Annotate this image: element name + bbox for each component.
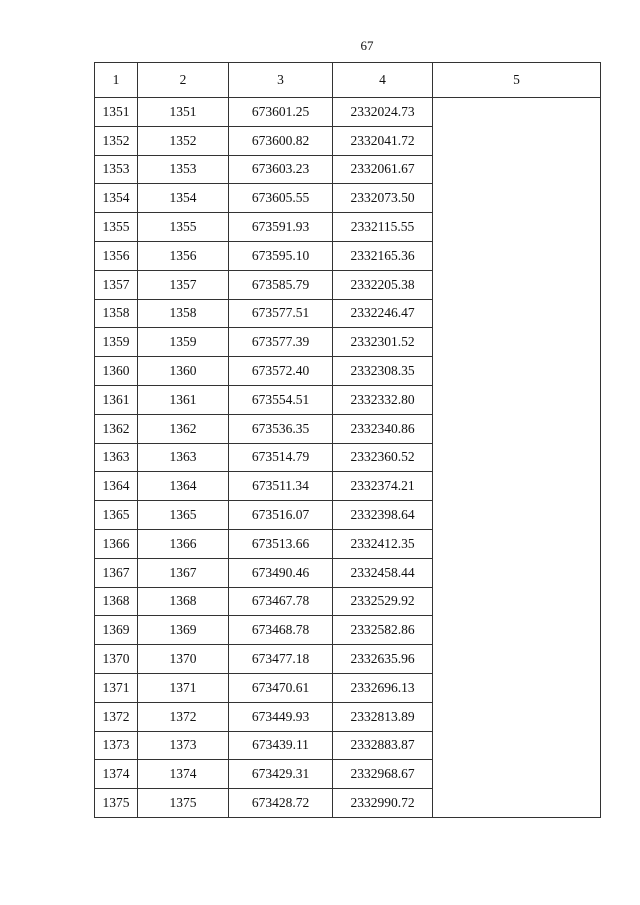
cell-y-coordinate: 2332398.64 (333, 501, 433, 530)
cell-y-coordinate: 2332061.67 (333, 155, 433, 184)
cell-point-id: 1367 (95, 558, 138, 587)
cell-x-coordinate: 673554.51 (229, 385, 333, 414)
cell-point-id: 1360 (95, 357, 138, 386)
cell-point-number: 1374 (138, 760, 229, 789)
header-col-1: 1 (95, 63, 138, 98)
cell-y-coordinate: 2332696.13 (333, 673, 433, 702)
cell-x-coordinate: 673428.72 (229, 789, 333, 818)
cell-x-coordinate: 673467.78 (229, 587, 333, 616)
cell-point-id: 1351 (95, 98, 138, 127)
cell-x-coordinate: 673490.46 (229, 558, 333, 587)
cell-point-id: 1364 (95, 472, 138, 501)
cell-point-id: 1355 (95, 213, 138, 242)
cell-x-coordinate: 673605.55 (229, 184, 333, 213)
cell-y-coordinate: 2332308.35 (333, 357, 433, 386)
table-body (95, 98, 601, 818)
cell-point-number: 1368 (138, 587, 229, 616)
cell-y-coordinate: 2332360.52 (333, 443, 433, 472)
cell-x-coordinate: 673429.31 (229, 760, 333, 789)
cell-remark (433, 98, 601, 818)
cell-y-coordinate: 2332582.86 (333, 616, 433, 645)
cell-point-id: 1361 (95, 385, 138, 414)
cell-point-id: 1371 (95, 673, 138, 702)
table-row (95, 98, 601, 127)
cell-point-number: 1351 (138, 98, 229, 127)
cell-point-number: 1353 (138, 155, 229, 184)
cell-point-id: 1357 (95, 270, 138, 299)
cell-y-coordinate: 2332165.36 (333, 241, 433, 270)
cell-y-coordinate: 2332073.50 (333, 184, 433, 213)
cell-point-number: 1371 (138, 673, 229, 702)
cell-point-id: 1365 (95, 501, 138, 530)
cell-point-number: 1362 (138, 414, 229, 443)
cell-y-coordinate: 2332813.89 (333, 702, 433, 731)
cell-y-coordinate: 2332340.86 (333, 414, 433, 443)
cell-point-number: 1373 (138, 731, 229, 760)
cell-point-id: 1363 (95, 443, 138, 472)
cell-point-id: 1366 (95, 529, 138, 558)
cell-y-coordinate: 2332990.72 (333, 789, 433, 818)
cell-point-id: 1359 (95, 328, 138, 357)
cell-point-number: 1356 (138, 241, 229, 270)
page-number: 67 (360, 38, 374, 53)
cell-point-number: 1363 (138, 443, 229, 472)
cell-point-number: 1375 (138, 789, 229, 818)
cell-y-coordinate: 2332246.47 (333, 299, 433, 328)
cell-x-coordinate: 673577.39 (229, 328, 333, 357)
cell-x-coordinate: 673600.82 (229, 126, 333, 155)
cell-y-coordinate: 2332529.92 (333, 587, 433, 616)
cell-y-coordinate: 2332635.96 (333, 645, 433, 674)
cell-x-coordinate: 673577.51 (229, 299, 333, 328)
cell-x-coordinate: 673585.79 (229, 270, 333, 299)
header-col-2: 2 (138, 63, 229, 98)
cell-point-number: 1367 (138, 558, 229, 587)
cell-point-number: 1366 (138, 529, 229, 558)
cell-point-number: 1372 (138, 702, 229, 731)
cell-y-coordinate: 2332205.38 (333, 270, 433, 299)
cell-point-number: 1355 (138, 213, 229, 242)
cell-x-coordinate: 673468.78 (229, 616, 333, 645)
cell-point-id: 1358 (95, 299, 138, 328)
cell-y-coordinate: 2332332.80 (333, 385, 433, 414)
cell-point-number: 1354 (138, 184, 229, 213)
cell-x-coordinate: 673601.25 (229, 98, 333, 127)
header-col-3: 3 (229, 63, 333, 98)
cell-y-coordinate: 2332374.21 (333, 472, 433, 501)
coordinates-table (94, 62, 601, 818)
cell-y-coordinate: 2332115.55 (333, 213, 433, 242)
cell-point-id: 1375 (95, 789, 138, 818)
header-row (95, 63, 601, 98)
cell-point-id: 1356 (95, 241, 138, 270)
header-col-4: 4 (333, 63, 433, 98)
cell-x-coordinate: 673511.34 (229, 472, 333, 501)
cell-x-coordinate: 673470.61 (229, 673, 333, 702)
cell-point-id: 1372 (95, 702, 138, 731)
cell-x-coordinate: 673536.35 (229, 414, 333, 443)
cell-x-coordinate: 673572.40 (229, 357, 333, 386)
cell-point-id: 1373 (95, 731, 138, 760)
cell-point-number: 1364 (138, 472, 229, 501)
cell-y-coordinate: 2332458.44 (333, 558, 433, 587)
cell-point-number: 1360 (138, 357, 229, 386)
cell-y-coordinate: 2332301.52 (333, 328, 433, 357)
cell-point-id: 1354 (95, 184, 138, 213)
cell-x-coordinate: 673595.10 (229, 241, 333, 270)
cell-point-id: 1368 (95, 587, 138, 616)
cell-point-id: 1374 (95, 760, 138, 789)
cell-x-coordinate: 673514.79 (229, 443, 333, 472)
cell-y-coordinate: 2332041.72 (333, 126, 433, 155)
cell-point-number: 1358 (138, 299, 229, 328)
cell-point-number: 1357 (138, 270, 229, 299)
cell-x-coordinate: 673603.23 (229, 155, 333, 184)
cell-x-coordinate: 673449.93 (229, 702, 333, 731)
cell-point-id: 1362 (95, 414, 138, 443)
cell-y-coordinate: 2332412.35 (333, 529, 433, 558)
cell-point-number: 1369 (138, 616, 229, 645)
header-col-5: 5 (433, 63, 601, 98)
cell-point-number: 1359 (138, 328, 229, 357)
cell-point-number: 1370 (138, 645, 229, 674)
cell-y-coordinate: 2332024.73 (333, 98, 433, 127)
cell-point-id: 1369 (95, 616, 138, 645)
cell-point-number: 1365 (138, 501, 229, 530)
cell-x-coordinate: 673591.93 (229, 213, 333, 242)
table-header (95, 63, 601, 98)
cell-point-number: 1352 (138, 126, 229, 155)
cell-y-coordinate: 2332883.87 (333, 731, 433, 760)
cell-point-id: 1353 (95, 155, 138, 184)
cell-x-coordinate: 673516.07 (229, 501, 333, 530)
cell-x-coordinate: 673439.11 (229, 731, 333, 760)
cell-x-coordinate: 673477.18 (229, 645, 333, 674)
cell-point-id: 1370 (95, 645, 138, 674)
cell-y-coordinate: 2332968.67 (333, 760, 433, 789)
cell-x-coordinate: 673513.66 (229, 529, 333, 558)
cell-point-number: 1361 (138, 385, 229, 414)
cell-point-id: 1352 (95, 126, 138, 155)
